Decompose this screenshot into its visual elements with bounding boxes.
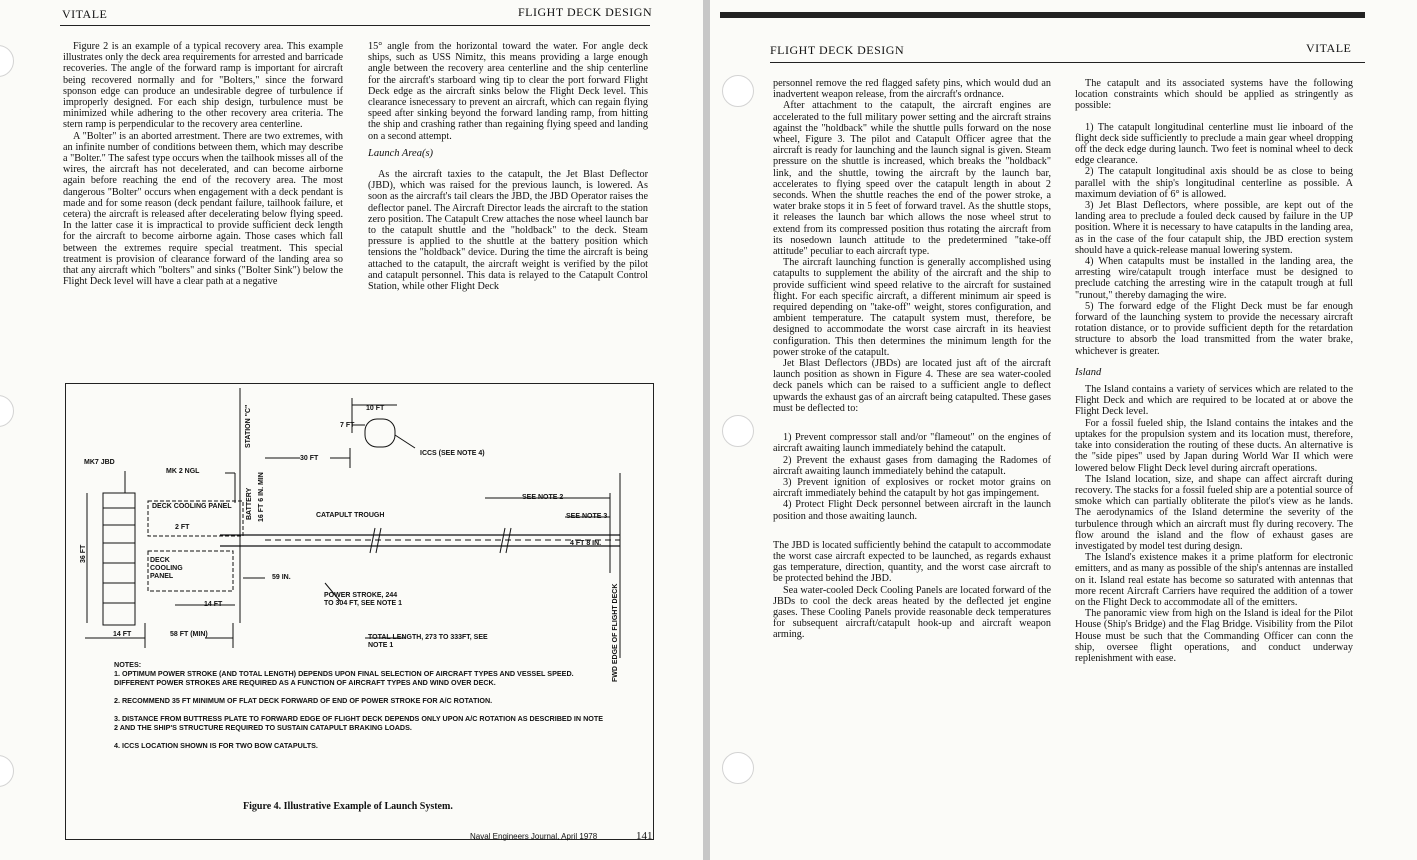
right-header-author: VITALE xyxy=(1306,41,1352,55)
paragraph: personnel remove the red flagged safety pins, which would dud an inadvertent weapon release, from the aircraft's ordnance. xyxy=(773,78,1051,101)
list-item: 4) When catapults must be installed in the landing area, the arresting wire/catapult trough interface must be designed to preclude catching the arresting wire in the catapult trough at full "runout," thereby damaging the wire. xyxy=(1075,256,1353,301)
label-catapult-trough: CATAPULT TROUGH xyxy=(316,512,385,519)
note-item: 3. DISTANCE FROM BUTTRESS PLATE TO FORWARD EDGE OF FLIGHT DECK DEPENDS ONLY UPON A/C ROTATION AS DESCRIBED IN NOTE 2 AND THE SHIP'S STRUCTURE REQUIRED TO SUSTAIN CATAPULT BRAKING LOADS. xyxy=(114,714,604,732)
paragraph: The Island's existence makes it a prime platform for electronic emitters, and as many as possible of the ship's antennas are installed on it. Island real estate has become so saturated with antennas that more recent Aircraft Carriers have required the addition of a tower on the Flight Deck to accommodate all of the emitters. xyxy=(1075,552,1353,608)
right-column-1 xyxy=(773,78,1051,641)
label-58ft: 58 FT (MIN) xyxy=(170,631,208,638)
paragraph: As the aircraft taxies to the catapult, the Jet Blast Deflector (JBD), which was raised for the previous launch, is lowered. As soon as the aircraft's tail clears the JBD, the JBD Operator raises the deflector panel. The Aircraft Director leads the aircraft to the station zero position. The Catapult Crew attaches the nose wheel launch bar to the catapult shuttle and the "holdback" to the deck. Steam pressure is applied to the shuttle at the battery position which tensions the "holdback" device. During the time the aircraft is being attached to the catapult, the aircraft weight is verified by the pilot and catapult personnel. This data is relayed to the Catapult Control Station, while other Flight Deck xyxy=(368,169,648,293)
list-item: 2) The catapult longitudinal axis should be as close to being parallel with the ship's longitudinal centerline as possible. A maximum deviation of 6° is allowed. xyxy=(1075,166,1353,200)
list-item: 4) Protect Flight Deck personnel between aircraft in the launch position and those awaiting launch. xyxy=(773,499,1051,522)
figure-notes xyxy=(114,660,604,759)
punch-hole xyxy=(0,395,14,427)
paragraph: The catapult and its associated systems have the following location constraints which should be applied as stringently as possible: xyxy=(1075,78,1353,112)
paragraph: The JBD is located sufficiently behind the catapult to accommodate the worst case aircraft expected to be launched, as regards exhaust gas temperature, direction, quantity, and the worst case aircraft to be protected behind the JBD. xyxy=(773,539,1051,585)
list-item: 3) Prevent ignition of explosives or rocket motor grains on aircraft immediately behind the catapult by hot gas impingement. xyxy=(773,476,1051,500)
right-page xyxy=(710,0,1417,860)
launch-system-diagram xyxy=(65,383,652,673)
paragraph: The aircraft launching function is generally accomplished using catapults to supplement the ability of the aircraft and the ship to provide sufficient wind speed relative to the aircraft for sustained flight. For each specific aircraft, a different minimum air speed is required depending on "take-off" weight, stores configuration, and ambient temperature. The catapult system must, therefore, be designed to accommodate the worst case aircraft in its heaviest configuration. This then determines the minimum length for the power stroke of the catapult. xyxy=(773,257,1051,358)
label-7ft: 7 FT xyxy=(340,422,355,429)
label-power-stroke: POWER STROKE, 244 TO 304 FT, SEE NOTE 1 xyxy=(324,592,403,607)
label-deck-cooling-panel-1: DECK COOLING PANEL xyxy=(152,503,232,510)
label-deck-cooling-panel-2: DECK COOLING PANEL xyxy=(150,557,183,580)
paragraph: Sea water-cooled Deck Cooling Panels are located forward of the JBDs to cool the deck areas heated by the deflected jet engine gases. These Cooling Panels provide reasonable deck temperatures for subsequent aircraft/catapult hook-up and aircraft weapon arming. xyxy=(773,584,1051,641)
label-16ft: 16 FT 6 IN. MIN xyxy=(258,472,265,522)
label-30ft: 30 FT xyxy=(300,455,319,462)
label-2ft: 2 FT xyxy=(175,524,190,531)
section-heading: Launch Area(s) xyxy=(368,147,434,159)
right-column-2 xyxy=(1075,78,1353,664)
left-header-title: FLIGHT DECK DESIGN xyxy=(518,5,653,19)
list-item: 1) The catapult longitudinal centerline must lie inboard of the flight deck side sufficiently to preclude a main gear wheel dropping off the deck edge during launch. Two feet is nominal wheel to deck edge clearance. xyxy=(1075,121,1353,167)
left-page xyxy=(0,0,703,860)
note-item: 4. ICCS LOCATION SHOWN IS FOR TWO BOW CATAPULTS. xyxy=(114,741,318,750)
label-4ft-8in: 4 FT 8 IN. xyxy=(570,540,602,547)
paragraph: Figure 2 is an example of a typical recovery area. This example illustrates only the deck area requirements for arrested and barricade recoveries. The angle of the forward ramp is important for aircraft being recovered normally and for "Bolters," since the forward sponson edge can produce an undesirable degree of turbulence if improperly designed. For each ship design, turbulence must be minimized while adhering to the other recovery area criteria. The stern ramp is perpendicular to the recovery area centerline. xyxy=(63,41,343,131)
left-header-author: VITALE xyxy=(62,7,108,21)
figure-caption: Figure 4. Illustrative Example of Launch System. xyxy=(243,801,453,812)
label-total-length: TOTAL LENGTH, 273 TO 333FT, SEE NOTE 1 xyxy=(368,634,488,649)
left-column-1 xyxy=(63,41,343,287)
label-59in: 59 IN. xyxy=(272,574,291,581)
punch-hole xyxy=(722,75,754,107)
label-see-note-3: SEE NOTE 3 xyxy=(566,513,608,520)
punch-hole xyxy=(722,752,754,784)
list-item: 1) Prevent compressor stall and/or "flameout" on the engines of aircraft awaiting launch immediately behind the catapult. xyxy=(773,432,1051,455)
left-header-rule xyxy=(60,25,650,26)
right-header-title: FLIGHT DECK DESIGN xyxy=(770,43,905,57)
note-item: 2. RECOMMEND 35 FT MINIMUM OF FLAT DECK FORWARD OF END OF POWER STROKE FOR A/C ROTATION. xyxy=(114,696,493,705)
list-item: 5) The forward edge of the Flight Deck must be far enough forward of the launching system to provide the necessary aircraft rotation distance, or to provide sufficient depth for the retardation structure to absorb the load transmitted from the water brake, whichever is greater. xyxy=(1075,300,1353,357)
page-gutter xyxy=(703,0,710,860)
punch-hole xyxy=(0,755,14,787)
paragraph: The Island location, size, and shape can affect aircraft during recovery. The stacks for a fossil fueled ship are a potential source of smoke which can partially obliterate the pilot's view as he lands. The aerodynamics of the Island determine the severity of the turbulence through which an aircraft must fly during recovery. The flow around the island and the flow of exhaust gases are investigated by model test during design. xyxy=(1075,473,1353,552)
label-station-c: STATION "C" xyxy=(245,404,252,448)
left-column-2 xyxy=(368,41,648,292)
label-fwd-edge: FWD EDGE OF FLIGHT DECK xyxy=(612,583,619,682)
section-heading: Island xyxy=(1075,366,1102,378)
label-14ft-b: 14 FT xyxy=(113,631,132,638)
label-mk2-ngl: MK 2 NGL xyxy=(166,468,200,475)
paragraph: A "Bolter" is an aborted arrestment. There are two extremes, with an infinite number of conditions between them, which may describe a "Bolter." The safest type occurs when the tailhook misses all of the wires, the aircraft has not decelerated, and can become airborne again before reaching the end of the recovery area. The most dangerous "Bolter" occurs when engagement with a deck pendant is made and for some reason (deck pendant failure, tailhook failure, et cetera) the aircraft is released after decelerating below flying speed. In the latter case it is impractical to provide sufficient deck length for the aircraft to become airborne again. Those cases which fall between the extremes require special treatment. This special treatment is provision of clearance forward of the landing area so that any aircraft which "bolters" and sinks ("Bolter Sink") below the Flight Deck level will have a clear path at a negative xyxy=(63,130,344,288)
punch-hole xyxy=(722,415,754,447)
punch-hole xyxy=(0,45,14,77)
paragraph: 15° angle from the horizontal toward the water. For angle deck ships, such as USS Nimitz, this means providing a large enough angle between the recovery area centerline and the ship centerline for the aircraft's starboard wing tip to clear the port forward Flight Deck edge as the aircraft sinks below the Flight Deck level. This clearance isnecessary to prevent an aircraft, which can regain flying speed after sinking beyond the forward landing ramp, from hitting the ship and crashing rather than regaining flying speed and landing on a second attempt. xyxy=(368,41,648,142)
list-item: 3) Jet Blast Deflectors, where possible, are kept out of the landing area to preclude a fouled deck caused by failure in the UP position. Where it is necessary to have catapults in the landing area, as in the case of the four catapult ship, the JBD erection system should have a quick-release manual lowering system. xyxy=(1075,200,1353,256)
right-header-rule xyxy=(770,62,1365,63)
paragraph: After attachment to the catapult, the aircraft engines are accelerated to the full military power setting and the aircraft strains against the "holdback" while the shuttle pulls forward on the nose wheel, Figure 3. The pilot and Catapult Officer agree that the aircraft is ready for launching and the launch signal is given. Steam pressure on the shuttle is increased, which breaks the "holdback" link, and the shuttle, towing the aircraft by the launch bar, accelerates to flying speed over the catapult length in about 2 seconds. When the shuttle reaches the end of the power stroke, a water brake stops it in 5 feet of forward travel. As the shuttle stops, it releases the launch bar which allows the nose wheel strut to extend from its compressed position thus rotating the aircraft from its nosedown launch attitude to the predetermined "take-off attitude" peculiar to each aircraft type. xyxy=(773,100,1051,258)
paragraph: The panoramic view from high on the Island is ideal for the Pilot House (Ship's Bridge) and the Flag Bridge. Visibility from the Pilot House must be such that the Commanding Officer can conn the ship, oversee flight operations, and conduct underway replenishment with ease. xyxy=(1075,608,1353,664)
label-14ft-a: 14 FT xyxy=(204,601,223,608)
label-iccs: ICCS (SEE NOTE 4) xyxy=(420,450,485,457)
label-10ft: 10 FT xyxy=(366,405,385,412)
label-36ft: 36 FT xyxy=(80,544,87,563)
top-binding-bar xyxy=(720,12,1365,18)
paragraph: The Island contains a variety of services which are related to the Flight Deck and which are required to be located at or above the Flight Deck level. xyxy=(1075,384,1353,418)
note-item: 1. OPTIMUM POWER STROKE (AND TOTAL LENGTH) DEPENDS UPON FINAL SELECTION OF AIRCRAFT TYPES AND VESSEL SPEED. DIFFERENT POWER STROKES ARE REQUIRED AS A FUNCTION OF AIRCRAFT TYPES AND WIND OVER DECK. xyxy=(114,669,574,687)
paragraph: Jet Blast Deflectors (JBDs) are located just aft of the aircraft launch position as shown in Figure 4. These are sea water-cooled deck panels which can be raised to a sufficient angle to deflect upwards the exhaust gas of an aircraft being catapulted. These gases must be deflected to: xyxy=(773,358,1051,414)
label-see-note-2: SEE NOTE 2 xyxy=(522,494,564,501)
label-battery: BATTERY xyxy=(246,487,253,520)
label-mk7-jbd: MK7 JBD xyxy=(84,459,115,466)
list-item: 2) Prevent the exhaust gases from damaging the Radomes of aircraft awaiting launch immediately behind the catapult. xyxy=(773,454,1051,477)
notes-title: NOTES: xyxy=(114,660,142,669)
paragraph: For a fossil fueled ship, the Island contains the intakes and the uptakes for the propulsion system and its location must, therefore, take into consideration the routing of these ducts. An alternative is the "side pipes" used by Japan during World War II which were lowered below Flight Deck level during aircraft operations. xyxy=(1075,417,1353,474)
footer-journal: Naval Engineers Journal, April 1978 xyxy=(470,832,598,841)
page-number: 141 xyxy=(636,830,653,842)
